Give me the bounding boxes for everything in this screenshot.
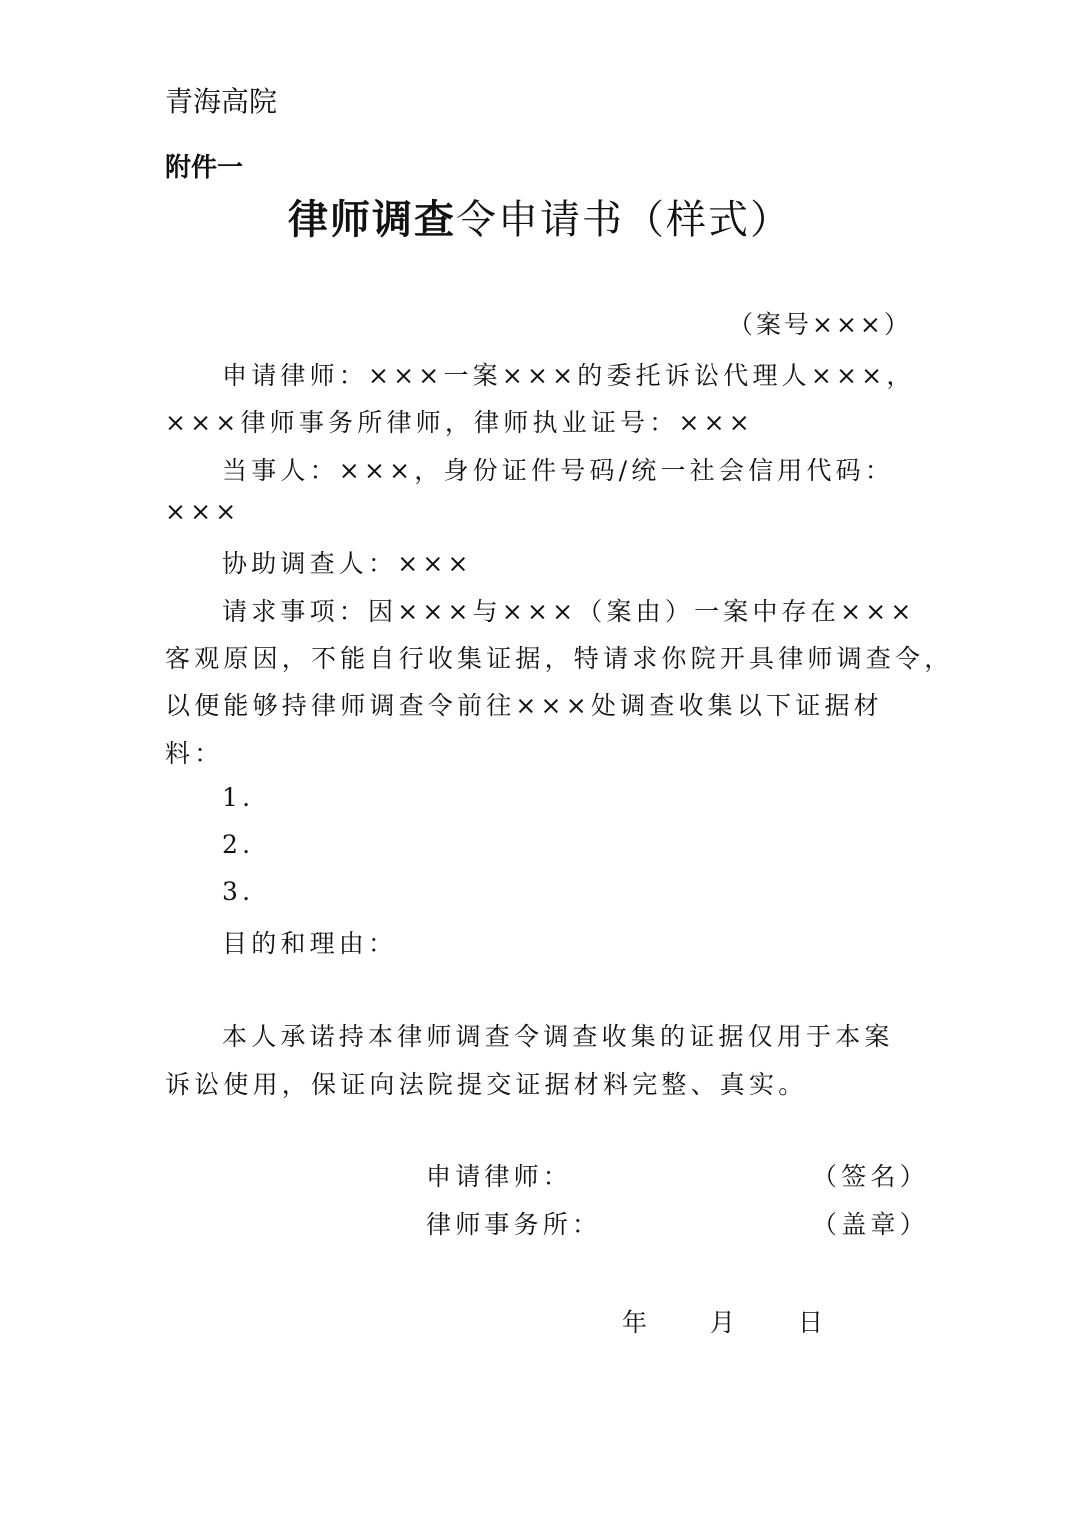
list-item: 1. <box>222 783 255 812</box>
title-bold-part: 律师调查 <box>288 196 456 243</box>
title-rest: 令申请书（样式） <box>456 197 792 243</box>
list-item: 2. <box>222 830 255 859</box>
body-line: 当事人：×××，身份证件号码/统一社会信用代码： <box>222 456 895 485</box>
list-item: 3. <box>222 877 255 906</box>
body-line: 请求事项：因×××与×××（案由）一案中存在××× <box>222 597 916 626</box>
body-line: 料： <box>165 739 224 768</box>
document-title <box>0 188 1080 245</box>
body-line: ×××律师事务所律师，律师执业证号：××× <box>165 408 754 437</box>
body-line: 目的和理由： <box>222 929 398 958</box>
body-line: 本人承诺持本律师调查令调查收集的证据仅用于本案 <box>222 1022 894 1051</box>
applicant-lawyer-label: 申请律师： <box>426 1162 573 1191</box>
body-line: 协助调查人：××× <box>222 549 473 578</box>
case-number: （案号×××） <box>728 310 912 339</box>
header-text: 青海高院 <box>165 85 278 118</box>
date-day: 日 <box>798 1308 824 1337</box>
signature-note: （签名） <box>812 1162 929 1191</box>
body-line: 客观原因，不能自行收集证据，特请求你院开具律师调查令， <box>165 644 954 673</box>
law-firm-label: 律师事务所： <box>426 1210 602 1239</box>
seal-note: （盖章） <box>812 1210 929 1239</box>
body-line: 申请律师：×××一案×××的委托诉讼代理人×××， <box>222 361 916 390</box>
date-month: 月 <box>710 1308 736 1337</box>
date-year: 年 <box>622 1308 648 1337</box>
body-line: 诉讼使用，保证向法院提交证据材料完整、真实。 <box>165 1070 808 1099</box>
attachment-label: 附件一 <box>165 153 244 183</box>
body-line: 以便能够持律师调查令前往×××处调查收集以下证据材 <box>165 691 883 720</box>
body-line: ××× <box>165 497 241 526</box>
